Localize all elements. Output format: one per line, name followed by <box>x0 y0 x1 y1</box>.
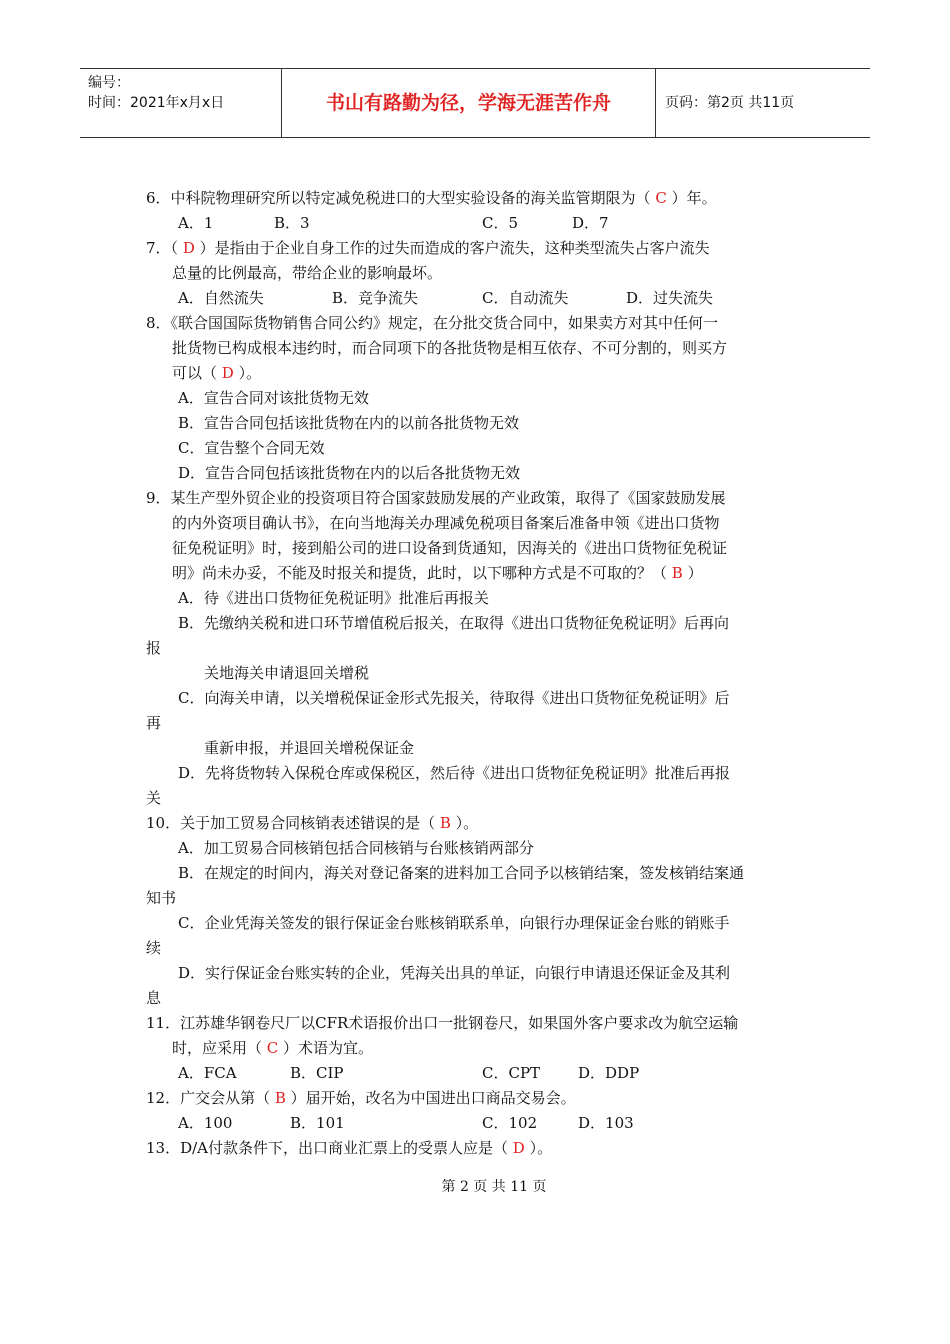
question-13 <box>146 1136 806 1161</box>
question-text <box>146 561 806 586</box>
question-text: 可以（ <box>172 364 222 382</box>
options-12 <box>146 1111 806 1136</box>
question-7 <box>146 236 806 261</box>
option: A．自然流失 <box>178 289 264 307</box>
question-text: ）。 <box>524 1139 553 1157</box>
question-11: 11．江苏雄华钢卷尺厂以CFR术语报价出口一批钢卷尺，如果国外客户要求改为航空运输 <box>146 1014 739 1032</box>
option: C．102 <box>482 1114 538 1132</box>
options-11 <box>146 1061 806 1086</box>
header-divider <box>655 69 656 137</box>
option-wrap: 重新申报，并退回关增税保证金 <box>204 739 415 757</box>
option: B．宣告合同包括该批货物在内的以前各批货物无效 <box>178 414 520 432</box>
option: D．过失流失 <box>626 289 714 307</box>
question-text: ）。 <box>450 814 479 832</box>
footer-page-number: 第 2 页 共 11 页 <box>441 1179 547 1195</box>
header-meta <box>88 73 278 113</box>
options-6 <box>146 211 806 236</box>
option: A．待《进出口货物征免税证明》批准后再报关 <box>178 589 489 607</box>
answer: B <box>439 814 451 832</box>
answer: C <box>655 189 667 207</box>
question-text <box>146 361 806 386</box>
question-text: 10．关于加工贸易合同核销表述错误的是（ <box>146 814 440 832</box>
option-wrap: 报 <box>146 639 162 657</box>
answer: B <box>671 564 683 582</box>
option: D．7 <box>572 214 609 232</box>
number-label: 编号： <box>88 75 130 91</box>
page-footer <box>0 1176 950 1196</box>
question-text: 明》尚未办妥，不能及时报关和提货，此时，以下哪种方式是不可取的？（ <box>172 564 672 582</box>
option: D．实行保证金台账实转的企业，凭海关出具的单证，向银行申请退还保证金及其利 <box>178 964 731 982</box>
option-wrap: 息 <box>146 989 162 1007</box>
question-text: ）届开始，改名为中国进出口商品交易会。 <box>285 1089 576 1107</box>
option: B．CIP <box>290 1064 344 1082</box>
question-text: 12．广交会从第（ <box>146 1089 275 1107</box>
option: C．自动流失 <box>482 289 569 307</box>
question-10 <box>146 811 806 836</box>
option: B．在规定的时间内，海关对登记备案的进料加工合同予以核销结案，签发核销结案通 <box>178 864 745 882</box>
question-text: 总量的比例最高，带给企业的影响最坏。 <box>172 264 443 282</box>
option: D．103 <box>578 1114 634 1132</box>
option: D．先将货物转入保税仓库或保税区，然后待《进出口货物征免税证明》批准后再报 <box>178 764 731 782</box>
question-text: ）。 <box>233 364 262 382</box>
option: A．FCA <box>178 1064 237 1082</box>
question-8: 8．《联合国国际货物销售合同公约》规定，在分批交货合同中，如果卖方对其中任何一 <box>146 314 719 332</box>
question-text: 时，应采用（ <box>172 1039 267 1057</box>
answer: D <box>512 1139 525 1157</box>
option-wrap: 关 <box>146 789 162 807</box>
options-7 <box>146 286 806 311</box>
answer: D <box>182 239 195 257</box>
question-12 <box>146 1086 806 1111</box>
option: A．宣告合同对该批货物无效 <box>178 389 369 407</box>
question-text <box>146 1036 806 1061</box>
option-wrap: 知书 <box>146 889 177 907</box>
option: C．企业凭海关签发的银行保证金台账核销联系单，向银行办理保证金台账的销账手 <box>178 914 730 932</box>
question-text: 批货物已构成根本违约时，而合同项下的各批货物是相互依存、不可分割的，则买方 <box>172 339 728 357</box>
answer: B <box>274 1089 286 1107</box>
option: A．加工贸易合同核销包括合同核销与台账核销两部分 <box>178 839 534 857</box>
option: B．101 <box>290 1114 345 1132</box>
question-text: ）是指由于企业自身工作的过失而造成的客户流失，这种类型流失占客户流失 <box>194 239 710 257</box>
time-label: 时间：2021年x月x日 <box>88 95 225 111</box>
option-wrap: 再 <box>146 714 162 732</box>
option: C．宣告整个合同无效 <box>178 439 325 457</box>
question-text: 6．中科院物理研究所以特定减免税进口的大型实验设备的海关监管期限为（ <box>146 189 656 207</box>
question-list <box>146 186 806 1161</box>
question-text: 7．（ <box>146 239 183 257</box>
page-header <box>80 68 870 138</box>
option-wrap: 续 <box>146 939 162 957</box>
question-text: ）术语为宜。 <box>278 1039 374 1057</box>
option: C．向海关申请，以关增税保证金形式先报关，待取得《进出口货物征免税证明》后 <box>178 689 730 707</box>
question-6 <box>146 186 806 211</box>
option: D．宣告合同包括该批货物在内的以后各批货物无效 <box>178 464 521 482</box>
option: A．1 <box>178 214 214 232</box>
question-text: 13．D/A付款条件下，出口商业汇票上的受票人应是（ <box>146 1139 513 1157</box>
option: C．CPT <box>482 1064 541 1082</box>
header-motto: 书山有路勤为径，学海无涯苦作舟 <box>325 92 611 114</box>
header-page-label: 页码：第2页 共11页 <box>665 95 795 111</box>
option-wrap: 关地海关申请退回关增税 <box>204 664 370 682</box>
question-text: 征免税证明》时，接到船公司的进口设备到货通知，因海关的《进出口货物征免税证 <box>172 539 728 557</box>
option: A．100 <box>178 1114 233 1132</box>
answer: C <box>266 1039 279 1057</box>
option: B．竞争流失 <box>332 289 419 307</box>
question-text: ） <box>682 564 703 582</box>
question-9: 9．某生产型外贸企业的投资项目符合国家鼓励发展的产业政策，取得了《国家鼓励发展 <box>146 489 726 507</box>
option: C．5 <box>482 214 519 232</box>
option: D．DDP <box>578 1064 640 1082</box>
option: B．3 <box>274 214 310 232</box>
question-text: ）年。 <box>666 189 717 207</box>
option: B．先缴纳关税和进口环节增值税后报关，在取得《进出口货物征免税证明》后再向 <box>178 614 730 632</box>
answer: D <box>221 364 234 382</box>
question-text: 的内外资项目确认书》，在向当地海关办理减免税项目备案后准备申领《进出口货物 <box>172 514 720 532</box>
